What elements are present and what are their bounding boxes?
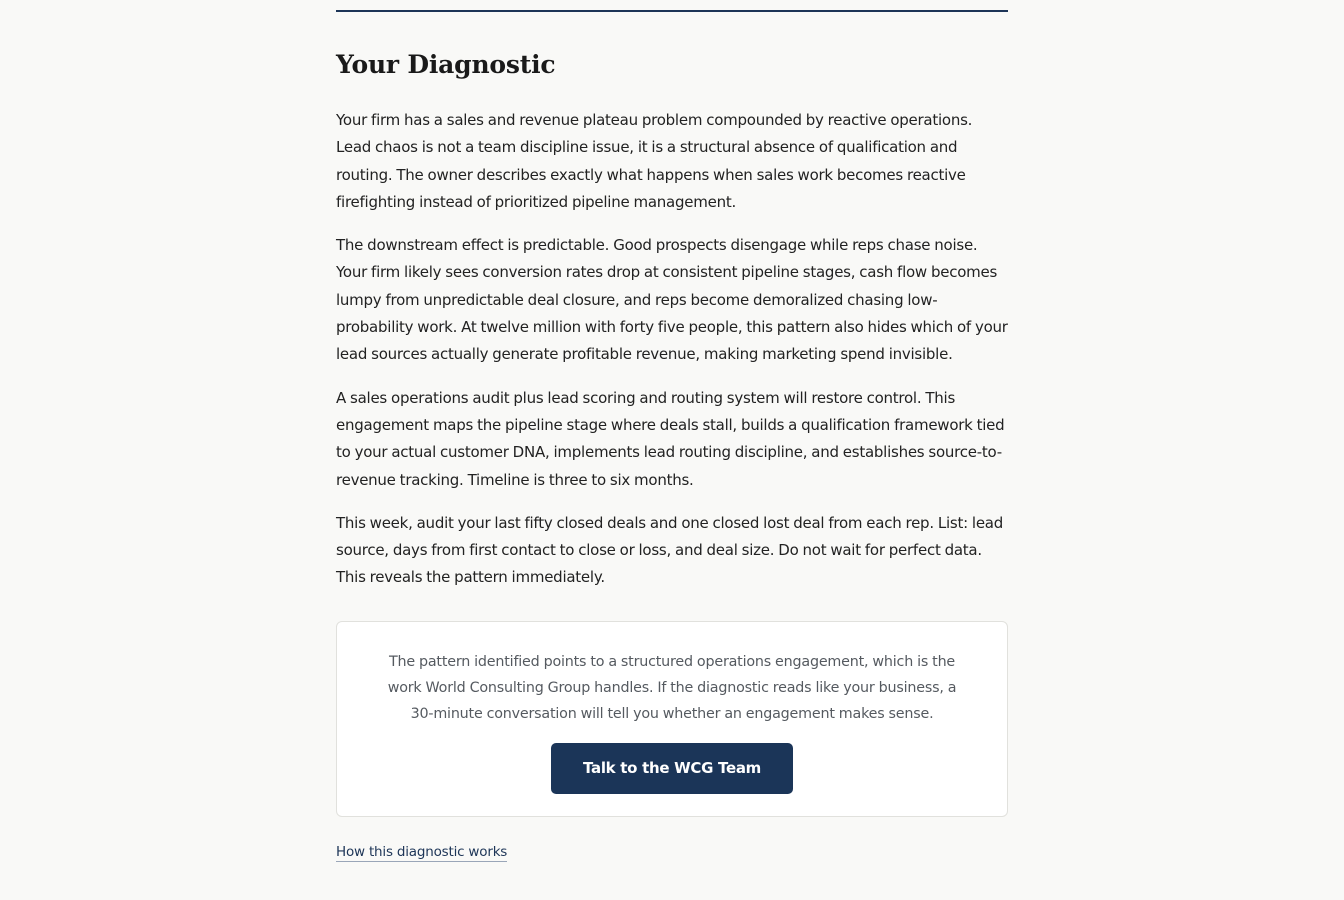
top-divider bbox=[336, 10, 1008, 12]
diagnostic-paragraph-2: The downstream effect is predictable. Good prospects disengage while reps chase noise. Your firm likely sees conversion rates drop at consistent pipeline stages, cash flow becomes lumpy from unpredictable deal closure, and reps become demoralized chasing low-probability work. At twelve million with forty five people, this pattern also hides which of your lead sources actually generate profitable revenue, making marketing spend invisible. bbox=[336, 236, 1008, 364]
diagnostic-paragraph-1: Your firm has a sales and revenue plateau problem compounded by reactive operations. Lead chaos is not a team discipline issue, it is a structural absence of qualification and routing. The owner describes exactly what happens when sales work becomes reactive firefighting instead of prioritized pipeline management. bbox=[336, 111, 973, 211]
diagnostic-page bbox=[336, 10, 1008, 862]
talk-to-team-button[interactable]: Talk to the WCG Team bbox=[551, 743, 793, 794]
cta-text: The pattern identified points to a structured operations engagement, which is the work World Consulting Group handles. If the diagnostic reads like your business, a 30-minute conversation will tell you whether an engagement makes sense. bbox=[387, 653, 957, 722]
cta-card bbox=[336, 621, 1008, 817]
diagnostic-paragraph-3: A sales operations audit plus lead scoring and routing system will restore control. This engagement maps the pipeline stage where deals stall, builds a qualification framework tied to your actual customer DNA, implements lead routing discipline, and establishes source-to-revenue tracking. Timeline is three to six months. bbox=[336, 388, 1005, 489]
page-title: Your Diagnostic bbox=[336, 50, 556, 79]
diagnostic-paragraph-4: This week, audit your last fifty closed deals and one closed lost deal from each rep. List: lead source, days from first contact to close or loss, and deal size. Do not wait for perfect data. This reveals the pattern immediately. bbox=[336, 513, 1004, 587]
how-diagnostic-works-link[interactable]: How this diagnostic works bbox=[336, 843, 508, 860]
